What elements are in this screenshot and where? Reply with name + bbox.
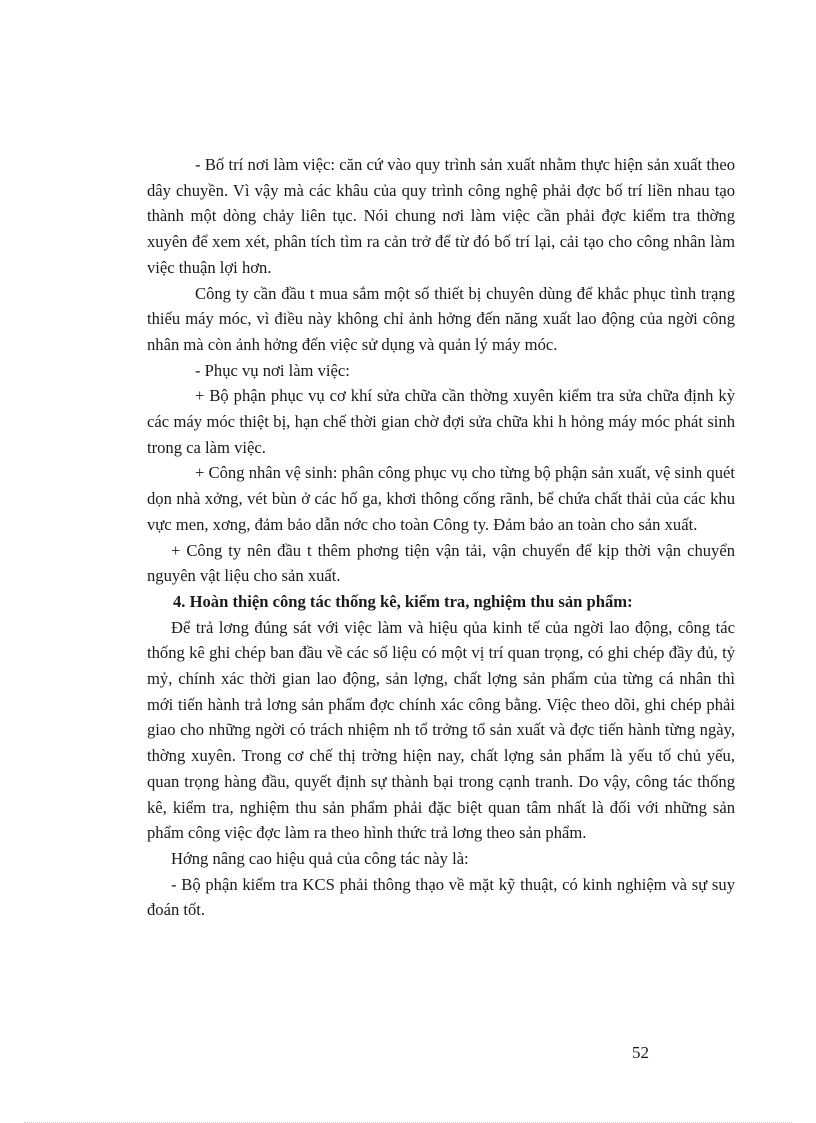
paragraph-mechanical-repair: + Bộ phận phục vụ cơ khí sửa chữa cần thờng xuyên kiểm tra sửa chữa định kỳ các máy móc thiệt bị, hạn chế thời gian chờ đợi sửa chữa khi h hỏng máy móc phát sinh trong ca làm việc. <box>147 386 735 457</box>
paragraph-workplace-service: - Phục vụ nơi làm việc: <box>195 360 350 380</box>
paragraph-kcs-inspection: - Bộ phận kiểm tra KCS phải thông thạo về mặt kỹ thuật, có kinh nghiệm và sự suy đoán tốt. <box>147 874 735 920</box>
paragraph-improvement-direction: Hớng nâng cao hiệu quả của công tác này là: <box>171 848 469 868</box>
paragraph-equipment-investment: Công ty cần đầu t mua sắm một số thiết bị chuyên dùng để khắc phục tình trạng thiếu máy móc, vì điều này không chỉ ảnh hởng đến năng xuất lao động của ngời công nhân mà còn ảnh hởng đến việc sử dụng và quản lý máy móc. <box>147 283 735 354</box>
page-number: 52 <box>632 1043 649 1062</box>
paragraph-transport-investment: + Công ty nên đầu t thêm phơng tiện vận tải, vận chuyển để kịp thời vận chuyển nguyên vật liệu cho sản xuất. <box>147 540 735 586</box>
document-body <box>147 152 735 923</box>
paragraph-sanitation-workers: + Công nhân vệ sinh: phân công phục vụ cho từng bộ phận sản xuất, vệ sinh quét dọn nhà xởng, vét bùn ở các hố ga, khơi thông cống rãnh, bể chứa chất thải của các khu vực men, xơng, đảm bảo dẫn nớc cho toàn Công ty. Đảm bảo an toàn cho sản xuất. <box>147 463 735 534</box>
paragraph-statistics-work: Để trả lơng đúng sát với việc làm và hiệu qủa kinh tế của ngời lao động, công tác thống kê ghi chép ban đầu về các số liệu có một vị trí quan trọng, có ghi chép đầy đủ, tỷ mỷ, chính xác thời gian lao động, sản lợng, chất lợng sản phẩm của từng cá nhân thì mới tiến hành trả lơng sản phẩm đợc chính xác công bằng. Việc theo dõi, ghi chép phải giao cho những ngời có trách nhiệm nh tổ trởng tổ sản xuất và đợc tiến hành từng ngày, thờng xuyên. Trong cơ chế thị trờng hiện nay, chất lợng sản phẩm là yếu tố chủ yếu, quan trọng hàng đầu, quyết định sự thành bại trong cạnh tranh. Do vậy, công tác thống kê, kiểm tra, nghiệm thu sản phẩm phải đặc biệt quan tâm nhất là đối với những sản phẩm công việc đợc làm ra theo hình thức trả lơng theo sản phẩm. <box>147 617 735 843</box>
paragraph-workplace-layout: - Bố trí nơi làm việc: căn cứ vào quy trình sản xuất nhằm thực hiện sản xuất theo dây chuyền. Vì vậy mà các khâu của quy trình công nghệ phải đợc bố trí liền nhau tạo thành một dòng chảy liên tục. Nói chung nơi làm việc cần phải đợc kiểm tra thờng xuyên để xem xét, phân tích tìm ra cản trở để từ đó bố trí lại, cải tạo cho công nhân làm việc thuận lợi hơn. <box>147 155 735 277</box>
section-heading: 4. Hoàn thiện công tác thống kê, kiểm tra, nghiệm thu sản phẩm: <box>173 591 633 611</box>
